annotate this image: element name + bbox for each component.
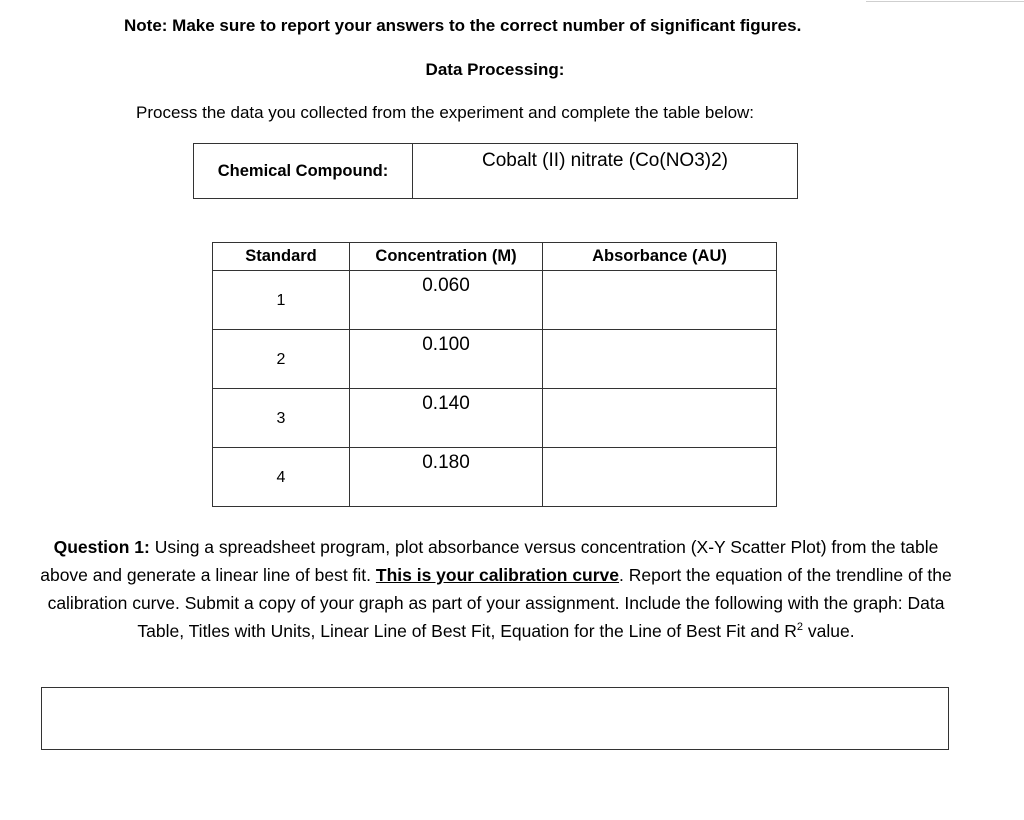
- absorbance-cell[interactable]: [543, 330, 777, 389]
- header-absorbance: Absorbance (AU): [543, 243, 777, 271]
- note-text: Note: Make sure to report your answers to the correct number of significant figures.: [124, 16, 802, 35]
- absorbance-cell[interactable]: [543, 389, 777, 448]
- question-label: Question 1:: [53, 537, 150, 557]
- standard-cell: 4: [213, 448, 350, 507]
- question-emphasis: This is your calibration curve: [375, 565, 620, 585]
- standard-cell: 1: [213, 271, 350, 330]
- table-row: [213, 330, 777, 389]
- absorbance-cell[interactable]: [543, 448, 777, 507]
- answer-box[interactable]: [41, 687, 949, 750]
- top-divider: [866, 1, 1024, 2]
- compound-table: [193, 143, 798, 199]
- concentration-cell[interactable]: 0.180: [350, 448, 543, 507]
- concentration-cell[interactable]: 0.060: [350, 271, 543, 330]
- header-standard: Standard: [213, 243, 350, 271]
- standard-cell: 2: [213, 330, 350, 389]
- table-row: [213, 271, 777, 330]
- table-header-row: [213, 243, 777, 271]
- table-row: [213, 389, 777, 448]
- concentration-cell[interactable]: 0.100: [350, 330, 543, 389]
- compound-row: [194, 144, 798, 199]
- absorbance-cell[interactable]: [543, 271, 777, 330]
- question-text-part2: . Report the equation of the trendline of the calibration curve. Submit a copy of your graph as part of your assignment. Include the following with the graph: Data Table, Titles with Units, Linear Line of Best Fit, Equation for the Line of Best Fit and R: [47, 565, 952, 641]
- concentration-cell[interactable]: 0.140: [350, 389, 543, 448]
- question-1: [36, 533, 956, 645]
- compound-value[interactable]: Cobalt (II) nitrate (Co(NO3)2): [413, 144, 798, 199]
- question-text-part1: Using a spreadsheet program, plot absorbance versus concentration (X-Y Scatter Plot) from the table above and generate a linear line of best fit.: [40, 537, 939, 585]
- instruction-text: Process the data you collected from the experiment and complete the table below:: [136, 103, 755, 122]
- section-heading: Data Processing:: [425, 60, 565, 79]
- question-superscript: 2: [796, 621, 804, 634]
- header-concentration: Concentration (M): [350, 243, 543, 271]
- table-row: [213, 448, 777, 507]
- compound-label: Chemical Compound:: [194, 144, 413, 199]
- question-text-part3: value.: [803, 621, 855, 641]
- standards-table: [212, 242, 777, 507]
- standard-cell: 3: [213, 389, 350, 448]
